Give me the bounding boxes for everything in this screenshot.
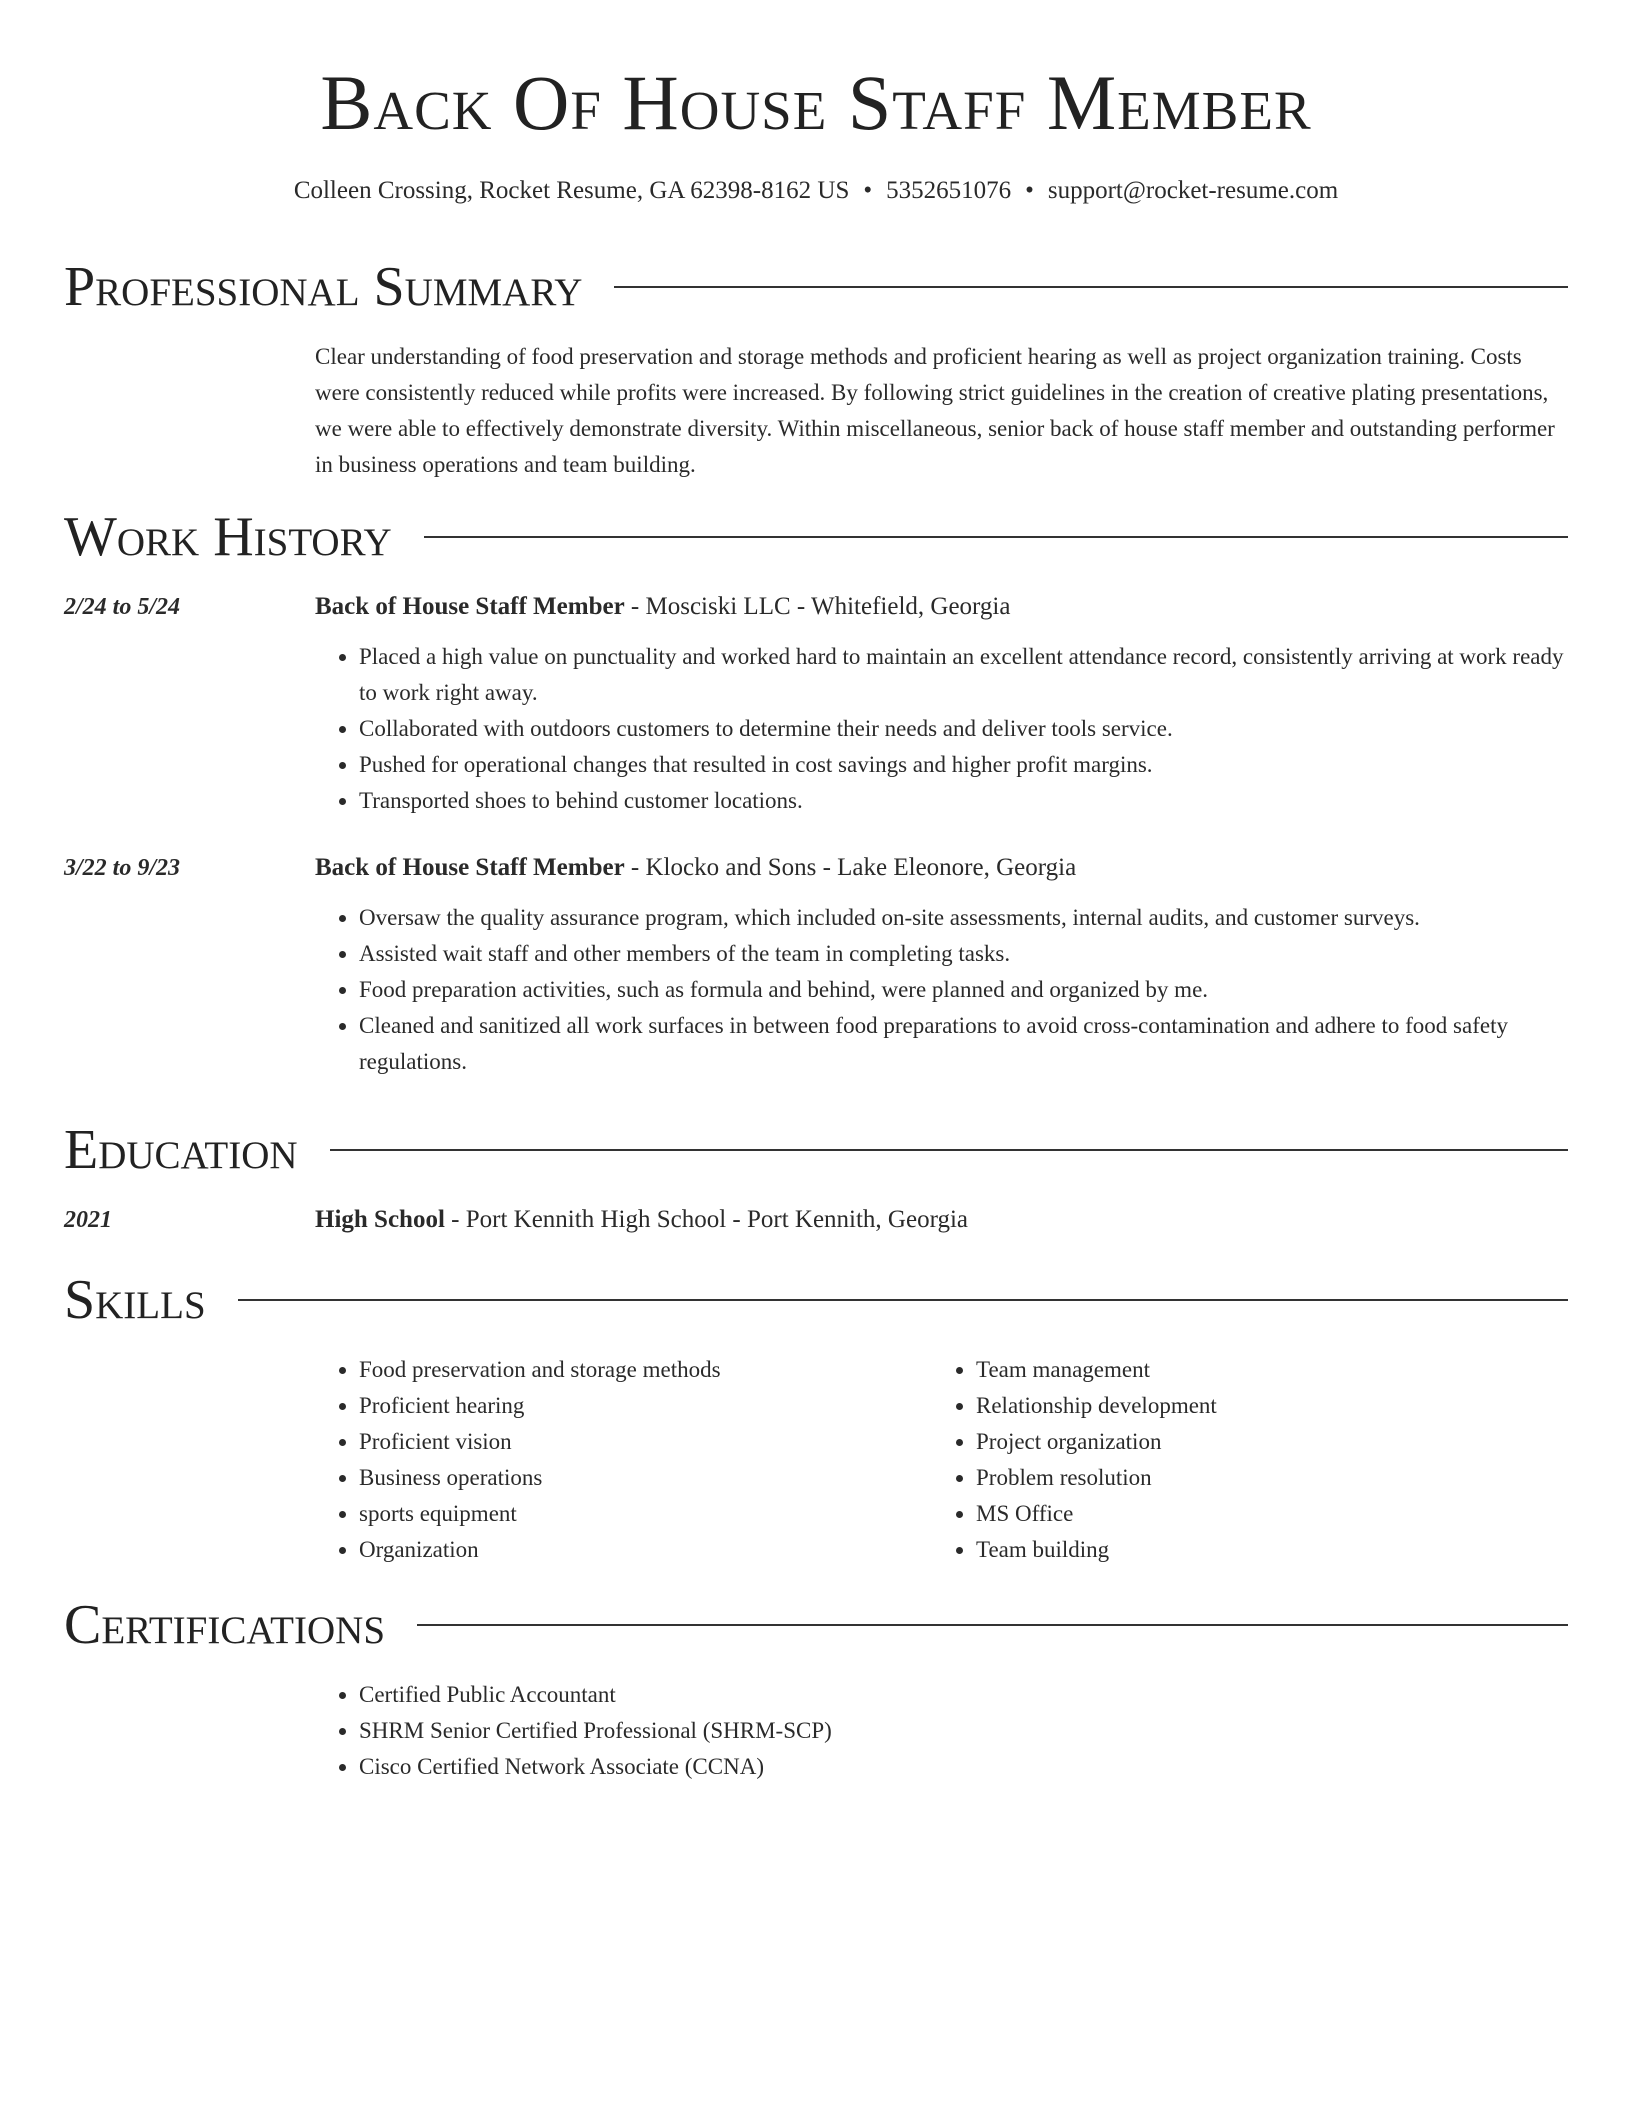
candidate-name: Back Of House Staff Member bbox=[320, 59, 1312, 146]
education-header bbox=[64, 1118, 1568, 1182]
job-header bbox=[64, 850, 1568, 886]
job-role: Back of House Staff Member bbox=[315, 854, 625, 881]
contact-address: Colleen Crossing, Rocket Resume, GA 62398-8162 US bbox=[293, 177, 850, 204]
education-title-line bbox=[315, 1202, 968, 1238]
contact-separator: • bbox=[863, 177, 873, 204]
skills-column-left bbox=[315, 1352, 932, 1568]
summary-header bbox=[64, 255, 1568, 319]
education-details: - Port Kennith High School - Port Kennith, Georgia bbox=[444, 1206, 969, 1233]
section-divider bbox=[330, 1149, 1568, 1151]
list-item: • Oversaw the quality assurance program, which included on-site assessments, internal audits, and customer surveys. bbox=[359, 900, 1568, 936]
skills-header bbox=[64, 1268, 1568, 1332]
summary-section bbox=[64, 255, 1568, 483]
job-bullets-wrap bbox=[315, 900, 1568, 1080]
list-item: • sports equipment bbox=[359, 1496, 932, 1532]
list-item: • Business operations bbox=[359, 1460, 932, 1496]
job-role: Back of House Staff Member bbox=[315, 593, 625, 620]
education-year: 2021 bbox=[64, 1207, 112, 1233]
list-item: • Cisco Certified Network Associate (CCNA) bbox=[359, 1749, 1568, 1785]
list-item: • Food preparation activities, such as formula and behind, were planned and organized by me. bbox=[359, 972, 1568, 1008]
list-item: • Pushed for operational changes that resulted in cost savings and higher profit margins. bbox=[359, 747, 1568, 783]
job-title-line bbox=[315, 589, 1010, 625]
section-divider bbox=[424, 536, 1568, 538]
contact-phone: 5352651076 bbox=[886, 177, 1012, 204]
work-history-title: Work History bbox=[64, 506, 392, 568]
skills-columns bbox=[315, 1352, 1568, 1568]
skills-section bbox=[64, 1268, 1568, 1568]
job-bullets-wrap bbox=[315, 639, 1568, 819]
list-item: • Problem resolution bbox=[976, 1460, 1549, 1496]
education-title: Education bbox=[64, 1119, 298, 1181]
list-item: • Cleaned and sanitized all work surfaces in between food preparations to avoid cross-contamination and adhere to food safety regulations. bbox=[359, 1008, 1568, 1080]
list-item: • Proficient hearing bbox=[359, 1388, 932, 1424]
certifications-section bbox=[64, 1593, 1568, 1785]
list-item: • Project organization bbox=[976, 1424, 1549, 1460]
skills-list-left bbox=[315, 1352, 932, 1568]
list-item: • Proficient vision bbox=[359, 1424, 932, 1460]
job-entry bbox=[64, 850, 1568, 1080]
contact-email: support@rocket-resume.com bbox=[1047, 177, 1339, 204]
certifications-wrap bbox=[315, 1677, 1568, 1785]
list-item: • Placed a high value on punctuality and worked hard to maintain an excellent attendance record, consistently arriving at work ready to work right away. bbox=[359, 639, 1568, 711]
list-item: • Relationship development bbox=[976, 1388, 1549, 1424]
education-section bbox=[64, 1118, 1568, 1238]
job-bullets bbox=[315, 900, 1568, 1080]
education-entry bbox=[64, 1202, 1568, 1238]
skills-column-right bbox=[932, 1352, 1549, 1568]
list-item: • Team management bbox=[976, 1352, 1549, 1388]
job-title-line bbox=[315, 850, 1076, 886]
job-details: - Klocko and Sons - Lake Eleonore, Georgia bbox=[624, 854, 1077, 881]
contact-line bbox=[0, 175, 1632, 207]
education-row bbox=[64, 1202, 1568, 1238]
list-item: • Organization bbox=[359, 1532, 932, 1568]
certifications-list bbox=[315, 1677, 1568, 1785]
skills-list-right bbox=[932, 1352, 1549, 1568]
job-details: - Mosciski LLC - Whitefield, Georgia bbox=[624, 593, 1011, 620]
skills-title: Skills bbox=[64, 1269, 206, 1331]
list-item: • MS Office bbox=[976, 1496, 1549, 1532]
section-divider bbox=[238, 1299, 1568, 1301]
list-item: • Food preservation and storage methods bbox=[359, 1352, 932, 1388]
list-item: • Assisted wait staff and other members of the team in completing tasks. bbox=[359, 936, 1568, 972]
work-history-section bbox=[64, 505, 1568, 1080]
contact-separator: • bbox=[1025, 177, 1034, 204]
list-item: • Team building bbox=[976, 1532, 1549, 1568]
list-item: • Transported shoes to behind customer locations. bbox=[359, 783, 1568, 819]
job-dates: 3/22 to 9/23 bbox=[64, 855, 181, 881]
job-entry bbox=[64, 589, 1568, 819]
work-history-header bbox=[64, 505, 1568, 569]
section-divider bbox=[417, 1624, 1568, 1626]
job-header bbox=[64, 589, 1568, 625]
summary-title: Professional Summary bbox=[64, 256, 583, 318]
certifications-header bbox=[64, 1593, 1568, 1657]
certifications-title: Certifications bbox=[64, 1594, 386, 1656]
job-bullets bbox=[315, 639, 1568, 819]
section-divider bbox=[614, 286, 1568, 288]
list-item: • Certified Public Accountant bbox=[359, 1677, 1568, 1713]
education-degree: High School bbox=[315, 1206, 445, 1233]
list-item: • Collaborated with outdoors customers to determine their needs and deliver tools service. bbox=[359, 711, 1568, 747]
list-item: • SHRM Senior Certified Professional (SHRM-SCP) bbox=[359, 1713, 1568, 1749]
job-dates: 2/24 to 5/24 bbox=[64, 594, 181, 620]
summary-text: Clear understanding of food preservation and storage methods and proficient hearing as well as project organization training. Costs were consistently reduced while profits were increased. By following strict guidelines in the creation of creative plating presentations, we were able to effectively demonstrate diversity. Within miscellaneous, senior back of house staff member and outstanding performer in business operations and team building. bbox=[315, 344, 1555, 477]
